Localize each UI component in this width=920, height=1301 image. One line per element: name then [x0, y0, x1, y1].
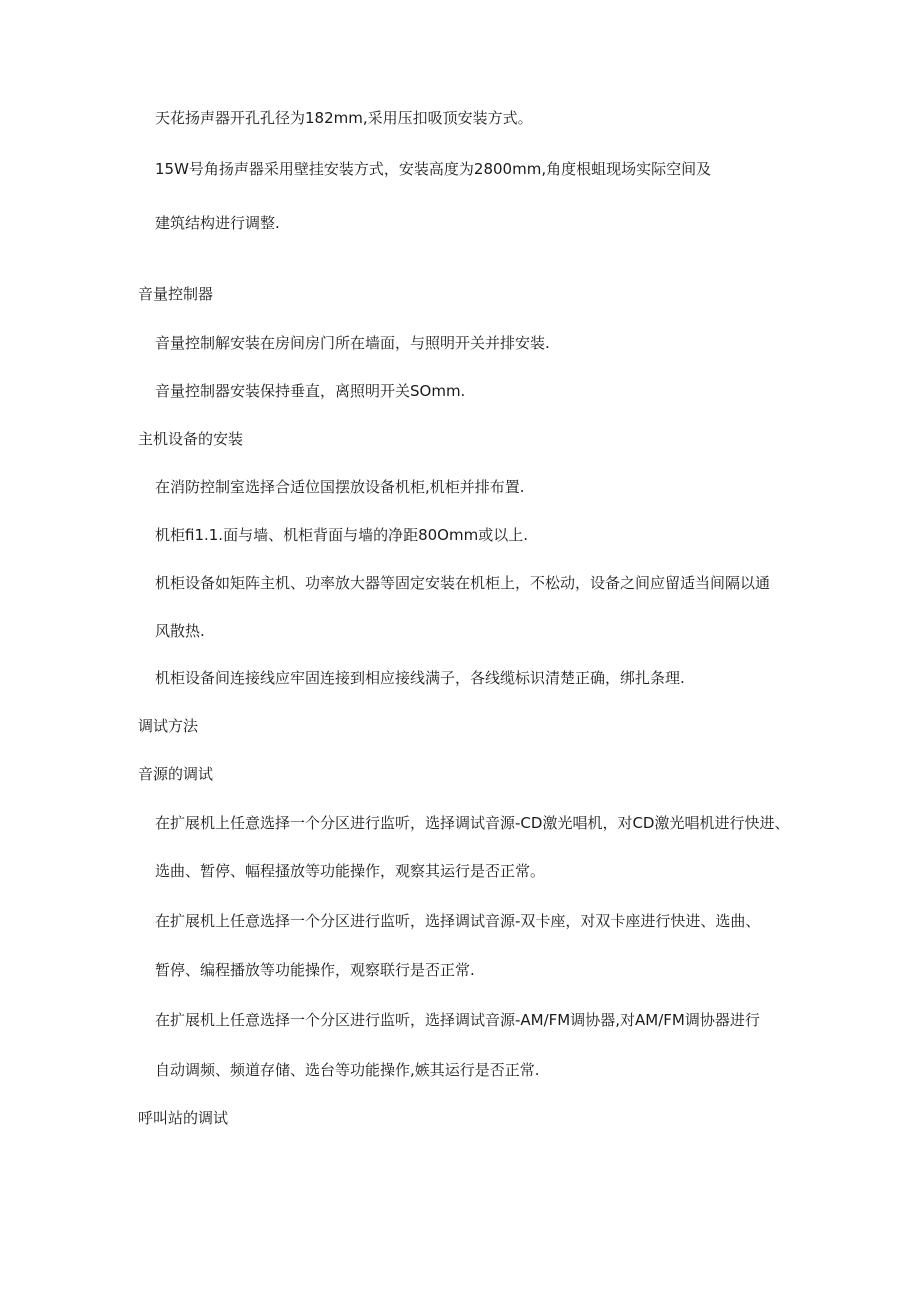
text-line-3: 建筑结构进行调整.	[155, 214, 280, 232]
text-line-8: 在消防控制室选择合适位国摆放设备机柜,机柜并排布置.	[155, 478, 525, 496]
text-line-17: 在扩展机上任意选择一个分区进行监听，选择调试音源-双卡座，对双卡座进行快进、选曲、	[155, 912, 761, 930]
text-line-10: 机柜设备如矩阵主机、功率放大器等固定安装在机柜上，不松动，设备之间应留适当间隔以通	[155, 574, 771, 592]
section-heading-debug-method: 调试方法	[138, 717, 199, 735]
text-line-6: 音量控制器安装保持垂直，离照明开关SOmm.	[155, 382, 466, 400]
section-heading-call-station-debug: 呼叫站的调试	[138, 1109, 229, 1127]
text-line-20: 自动调频、频道存储、选台等功能操作,嫉其运行是否正常.	[155, 1061, 540, 1079]
text-line-1: 天花扬声器开孔孔径为182mm,采用压扣吸顶安装方式。	[155, 109, 533, 127]
text-line-16: 选曲、暂停、幅程搔放等功能操作，观察其运行是否正常。	[155, 862, 546, 880]
text-line-18: 暂停、编程播放等功能操作，观察联行是否正常.	[155, 961, 475, 979]
text-line-11: 风散热.	[155, 622, 205, 640]
section-heading-volume-controller: 音量控制器	[138, 285, 214, 303]
text-line-9: 机柜fi1.1.面与墙、机柜背面与墙的净距80Omm或以上.	[155, 526, 528, 544]
text-line-19: 在扩展机上任意选择一个分区进行监听，选择调试音源-AM/FM调协器,对AM/FM调协器进行	[155, 1011, 760, 1029]
text-line-15: 在扩展机上任意选择一个分区进行监听，选择调试音源-CD激光唱机，对CD激光唱机进行快进、	[155, 814, 790, 832]
text-line-12: 机柜设备间连接线应牢固连接到相应接线满子，各线缆标识清楚正确，绑扎条理.	[155, 669, 685, 687]
section-heading-source-debug: 音源的调试	[138, 765, 214, 783]
text-line-2: 15W号角扬声器采用壁挂安装方式，安装高度为2800mm,角度根蛆现场实际空间及	[155, 160, 712, 178]
section-heading-host-install: 主机设备的安装	[138, 430, 244, 448]
text-line-5: 音量控制解安装在房间房门所在墙面，与照明开关并排安装.	[155, 334, 550, 352]
